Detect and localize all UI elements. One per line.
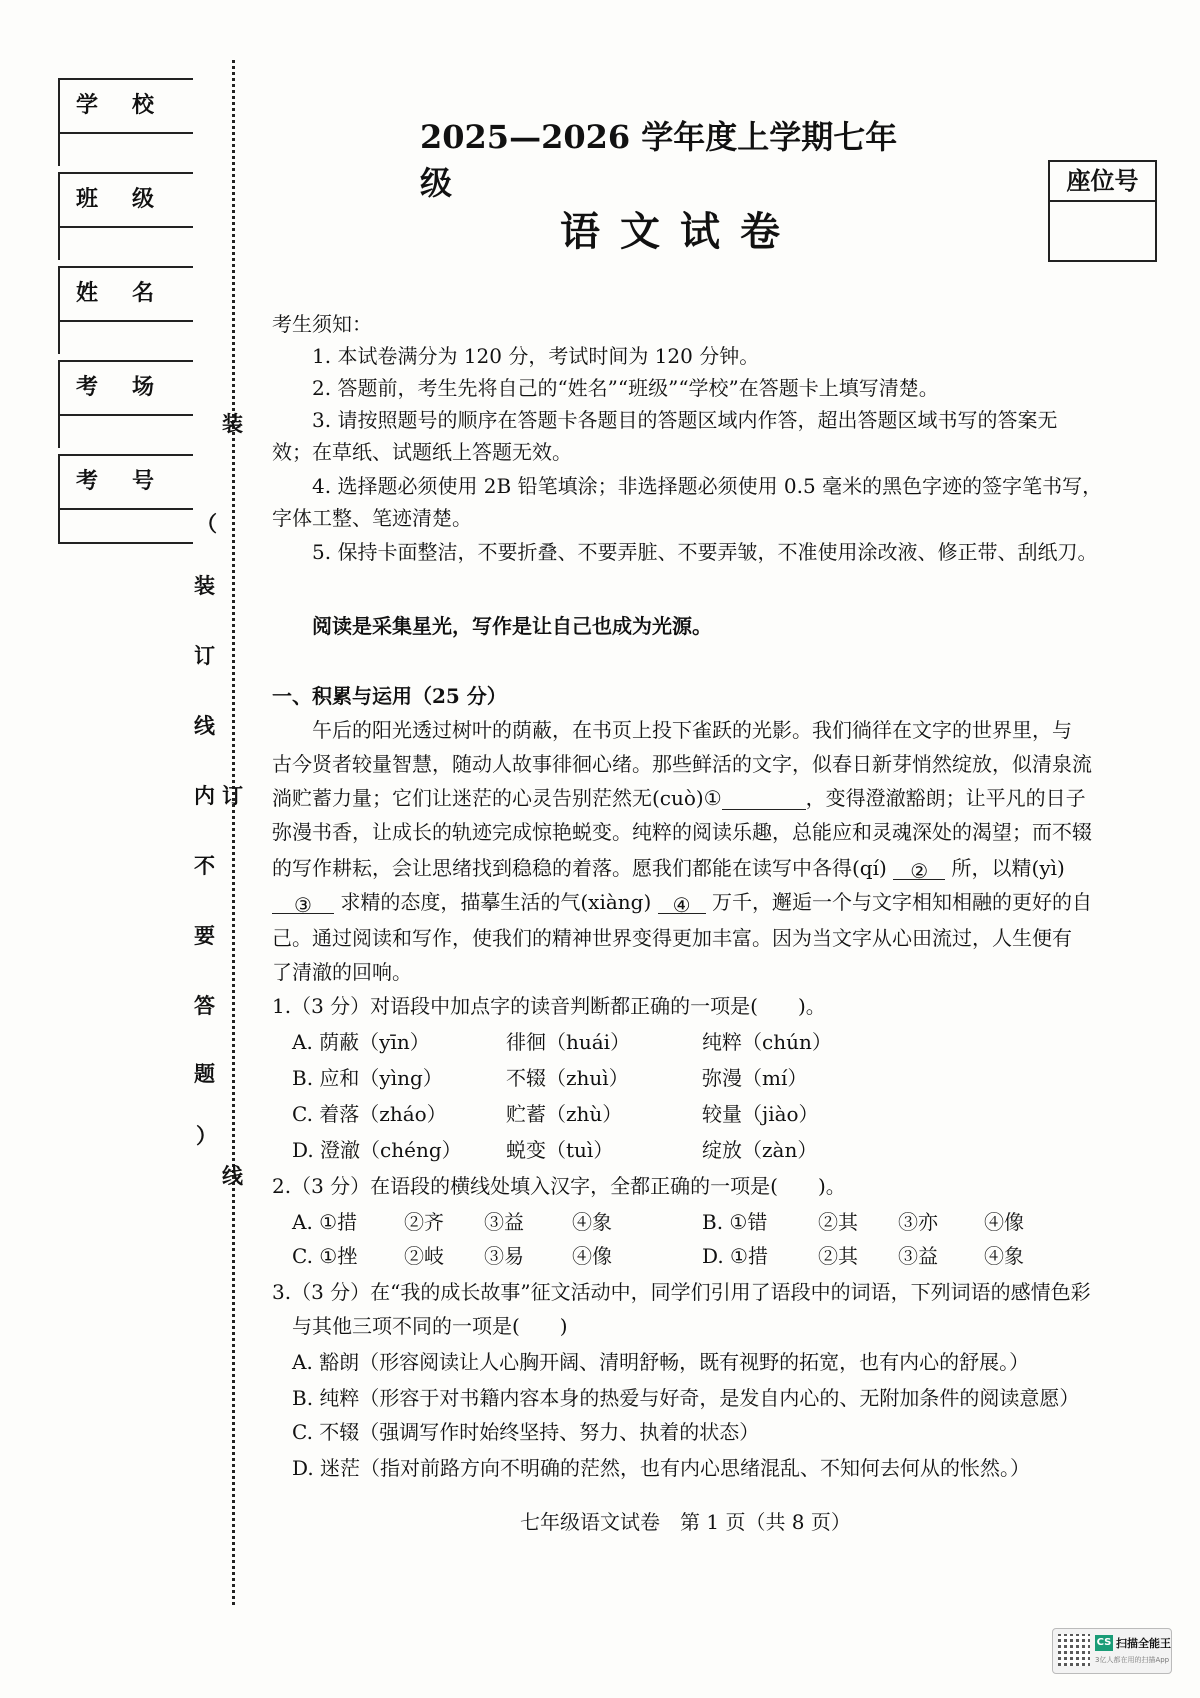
- option: 弥漫（mí）: [702, 1066, 808, 1090]
- blank-4: ④: [658, 893, 706, 914]
- field-label: 姓名: [76, 280, 189, 306]
- blank-3: ③: [272, 893, 334, 914]
- option: 不辍（zhuì）: [506, 1066, 629, 1090]
- scanner-name: 扫描全能王: [1116, 1637, 1171, 1650]
- option: 贮蓄（zhù）: [506, 1102, 623, 1126]
- passage-line: 古今贤者较量智慧，随动人故事徘徊心绪。那些鲜活的文字，似春日新芽悄然绽放，似清泉流: [272, 752, 1092, 776]
- option: ④象: [572, 1210, 612, 1234]
- motto: 阅读是采集星光，写作是让自己也成为光源。: [312, 614, 712, 638]
- passage-segment: 求精的态度，描摹生活的气(xiàng): [340, 890, 652, 914]
- option: ③益: [484, 1210, 524, 1234]
- binding-char: 装: [222, 411, 243, 436]
- notice-line: 5. 保持卡面整洁，不要折叠、不要弄脏、不要弄皱，不准使用涂改液、修正带、刮纸刀。: [312, 540, 1098, 564]
- option: 蜕变（tuì）: [506, 1138, 614, 1162]
- question-stem: 1.（3 分）对语段中加点字的读音判断都正确的一项是( )。: [272, 994, 826, 1018]
- option: D. 澄澈（chéng）: [292, 1138, 462, 1162]
- option: A. 荫蔽（yīn）: [292, 1030, 430, 1054]
- option: C. 着落（zháo）: [292, 1102, 447, 1126]
- option: ③易: [484, 1244, 524, 1268]
- option: 徘徊（huái）: [506, 1030, 631, 1054]
- passage-line: 了清澈的回响。: [272, 960, 412, 984]
- binding-char: 订: [194, 643, 215, 668]
- blank-2: ②: [893, 859, 945, 880]
- option: D. 迷茫（指对前路方向不明确的茫然，也有内心思绪混乱、不知何去何从的怅然。）: [292, 1456, 1031, 1480]
- notice-line: 1. 本试卷满分为 120 分，考试时间为 120 分钟。: [312, 344, 760, 368]
- binding-char: 装: [194, 573, 215, 598]
- binding-char: 题: [194, 1061, 215, 1086]
- option: ③益: [898, 1244, 938, 1268]
- passage-line: [272, 856, 1065, 883]
- field-name: [58, 266, 193, 354]
- field-label: 考号: [76, 468, 189, 494]
- option: B. 纯粹（形容于对书籍内容本身的热爱与好奇，是发自内心的、无附加条件的阅读意愿）: [292, 1386, 1080, 1410]
- seat-number-box: [1048, 160, 1157, 262]
- passage-segment: ，变得澄澈豁朗；让平凡的日子: [805, 786, 1086, 810]
- passage-line: [272, 890, 1092, 917]
- option: ③亦: [898, 1210, 938, 1234]
- field-school: [58, 78, 193, 166]
- passage-segment: 淌贮蓄力量；它们让迷茫的心灵告别茫然无(cuò)①: [272, 786, 722, 810]
- option: ②齐: [404, 1210, 444, 1234]
- passage-line: 己。通过阅读和写作，使我们的精神世界变得更加丰富。因为当文字从心田流过，人生便有: [272, 926, 1072, 950]
- binding-char: 线: [194, 713, 215, 738]
- field-class: [58, 172, 193, 260]
- option: ④像: [984, 1210, 1024, 1234]
- passage-segment: 所，以精(yì): [951, 856, 1065, 880]
- scanner-watermark: [1052, 1628, 1172, 1674]
- notice-line: 4. 选择题必须使用 2B 铅笔填涂；非选择题必须使用 0.5 毫米的黑色字迹的签字笔书写，: [312, 474, 1103, 498]
- question-stem: 2.（3 分）在语段的横线处填入汉字，全都正确的一项是( )。: [272, 1174, 846, 1198]
- option: C. ①挫: [292, 1244, 358, 1268]
- option: A. ①措: [292, 1210, 358, 1234]
- section-heading: 一、积累与运用（25 分）: [272, 684, 507, 708]
- binding-dotted-line: [232, 60, 235, 1605]
- option: ②岐: [404, 1244, 444, 1268]
- notice-heading: 考生须知：: [272, 312, 372, 336]
- binding-char: 要: [194, 923, 215, 948]
- passage-line: [272, 786, 1086, 810]
- binding-char: （: [196, 511, 217, 536]
- option: ②其: [818, 1244, 858, 1268]
- exam-subject-title: 语文试卷: [560, 208, 800, 255]
- question-stem: 3.（3 分）在“我的成长故事”征文活动中，同学们引用了语段中的词语，下列词语的感情色彩: [272, 1280, 1091, 1304]
- passage-line: 弥漫书香，让成长的轨迹完成惊艳蜕变。纯粹的阅读乐趣，总能应和灵魂深处的渴望；而不辍: [272, 820, 1092, 844]
- field-label: 班级: [76, 186, 189, 212]
- binding-char: 不: [194, 853, 215, 878]
- option: 较量（jiào）: [702, 1102, 819, 1126]
- binding-char: 答: [194, 993, 215, 1018]
- blank-1: [722, 789, 806, 810]
- field-exam-room: [58, 360, 193, 448]
- field-exam-number: [58, 454, 193, 542]
- binding-char: 线: [222, 1163, 243, 1188]
- exam-year-title: 2025—2026 学年度上学期七年级: [420, 118, 898, 202]
- scanner-tagline: 3亿人都在用的扫描App: [1095, 1656, 1170, 1664]
- option: D. ①措: [702, 1244, 768, 1268]
- option: 绽放（zàn）: [702, 1138, 818, 1162]
- option: B. ①错: [702, 1210, 768, 1234]
- binding-char: 订: [222, 783, 243, 808]
- notice-line: 效；在草纸、试题纸上答题无效。: [272, 440, 572, 464]
- binding-char: 内: [194, 783, 215, 808]
- option: B. 应和（yìng）: [292, 1066, 443, 1090]
- option: A. 豁朗（形容阅读让人心胸开阔、清明舒畅，既有视野的拓宽，也有内心的舒展。）: [292, 1350, 1030, 1374]
- binding-char: ）: [196, 1123, 217, 1148]
- field-label: 考场: [76, 374, 189, 400]
- notice-line: 3. 请按照题号的顺序在答题卡各题目的答题区域内作答，超出答题区域书写的答案无: [312, 408, 1058, 432]
- passage-segment: 万千，邂逅一个与文字相知相融的更好的自: [711, 890, 1092, 914]
- option: ②其: [818, 1210, 858, 1234]
- scanner-logo: CS: [1095, 1635, 1113, 1651]
- seat-number-label: 座位号: [1050, 162, 1155, 202]
- field-label: 学校: [76, 92, 189, 118]
- option: ④象: [984, 1244, 1024, 1268]
- option: 纯粹（chún）: [702, 1030, 832, 1054]
- passage-line: 午后的阳光透过树叶的荫蔽，在书页上投下雀跃的光影。我们徜徉在文字的世界里，与: [312, 718, 1072, 742]
- notice-line: 字体工整、笔迹清楚。: [272, 506, 472, 530]
- question-stem: 与其他三项不同的一项是( ): [292, 1314, 568, 1338]
- option: ④像: [572, 1244, 612, 1268]
- notice-line: 2. 答题前，考生先将自己的“姓名”“班级”“学校”在答题卡上填写清楚。: [312, 376, 939, 400]
- option: C. 不辍（强调写作时始终坚持、努力、执着的状态）: [292, 1420, 760, 1444]
- passage-segment: 的写作耕耘，会让思绪找到稳稳的着落。愿我们都能在读写中各得(qí): [272, 856, 887, 880]
- page-footer: 七年级语文试卷 第 1 页（共 8 页）: [520, 1510, 851, 1534]
